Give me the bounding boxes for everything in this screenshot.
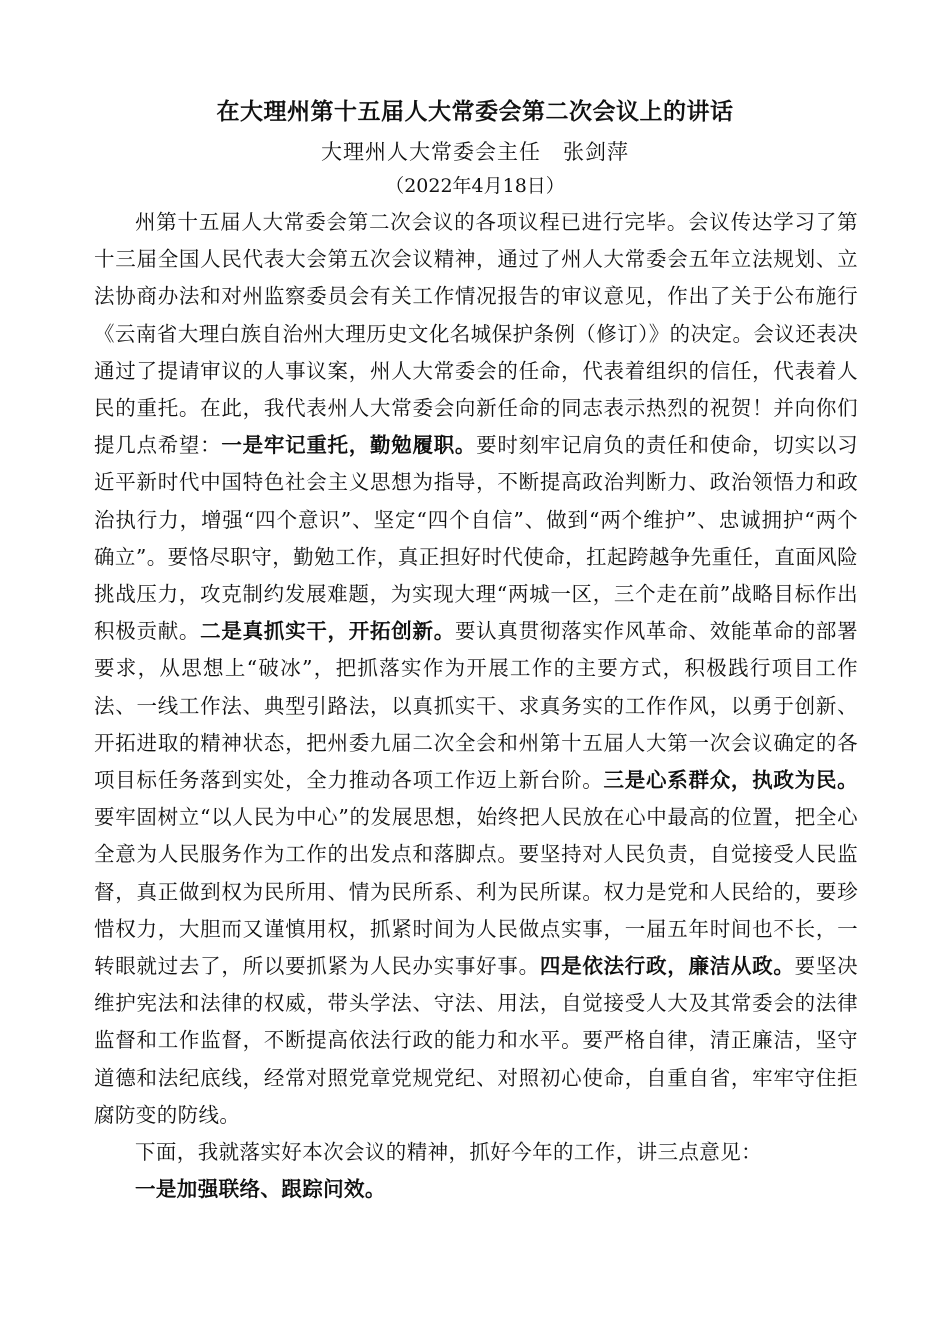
point-4-text: 要坚决维护宪法和法律的权威，带头学法、守法、用法，自觉接受人大及其常委会的法律监督和工作监督，不断提高依法行政的能力和水平。要严格自律，清正廉洁，坚守道德和法纪底线，经常对照党章党规党纪、对照初心使命，自重自省，牢牢守住拒腐防变的防线。: [94, 954, 859, 1127]
point-2-heading: 二是真抓实干，开拓创新。: [200, 619, 455, 644]
point-3-text: 要牢固树立“以人民为中心”的发展思想，始终把人民放在心中最高的位置，把全心全意为人民服务作为工作的出发点和落脚点。要坚持对人民负责，自觉接受人民监督，真正做到权为民所用、情为民所系、利为民所谋。权力是党和人民给的，要珍惜权力，大胆而又谨慎用权，抓紧时间为人民做点实事，一届五年时间也不长，一转眼就过去了，所以要抓紧为人民办实事好事。: [94, 805, 858, 979]
point-1-heading: 一是牢记重托，勤勉履职。: [221, 433, 477, 458]
paragraph-1-intro: 州第十五届人大常委会第二次会议的各项议程已进行完毕。会议传达学习了第十三届全国人民代表大会第五次会议精神，通过了州人大常委会五年立法规划、立法协商办法和对州监察委员会有关工作情况报告的审议意见，作出了关于公布施行《云南省大理白族自治州大理历史文化名城保护条例（修订）》的决定。会议还表决通过了提请审议的人事议案，州人大常委会的任命，代表着组织的信任，代表着人民的重托。在此，我代表州人大常委会向新任命的同志表示热烈的祝贺！并向你们提几点希望：: [94, 210, 858, 458]
section-1-heading: 一是加强联络、跟踪问效。: [135, 1177, 386, 1202]
speech-date: （2022年4月18日）: [385, 175, 565, 197]
paragraph-1: [94, 204, 858, 1134]
speech-title: 在大理州第十五届人大常委会第二次会议上的讲话: [216, 98, 734, 125]
speech-body: [94, 204, 858, 1208]
paragraph-2: 下面，我就落实好本次会议的精神，抓好今年的工作，讲三点意见：: [135, 1140, 762, 1165]
point-1-text: 要时刻牢记肩负的责任和使命，切实以习近平新时代中国特色社会主义思想为指导，不断提高政治判断力、政治领悟力和政治执行力，增强“四个意识”、坚定“四个自信”、做到“两个维护”、忠诚拥护“两个确立”。要恪尽职守，勤勉工作，真正担好时代使命，扛起跨越争先重任，直面风险挑战压力，攻克制约发展难题，为实现大理“两城一区，三个走在前”战略目标作出积极贡献。: [94, 433, 858, 644]
point-4-heading: 四是依法行政，廉洁从政。: [539, 954, 795, 979]
paragraph-3-heading: [94, 1171, 858, 1208]
point-2-text: 要认真贯彻落实作风革命、效能革命的部署要求，从思想上“破冰”，把抓落实作为开展工作的主要方式，积极践行项目工作法、一线工作法、典型引路法，以真抓实干、求真务实的工作作风，以勇于创新、开拓进取的精神状态，把州委九届二次全会和州第十五届人大第一次会议确定的各项目标任务落到实处，全力推动各项工作迈上新台阶。: [94, 619, 858, 793]
speaker-byline: 大理州人大常委会主任 张剑萍: [321, 140, 629, 164]
point-3-heading: 三是心系群众，执政为民。: [603, 768, 858, 793]
